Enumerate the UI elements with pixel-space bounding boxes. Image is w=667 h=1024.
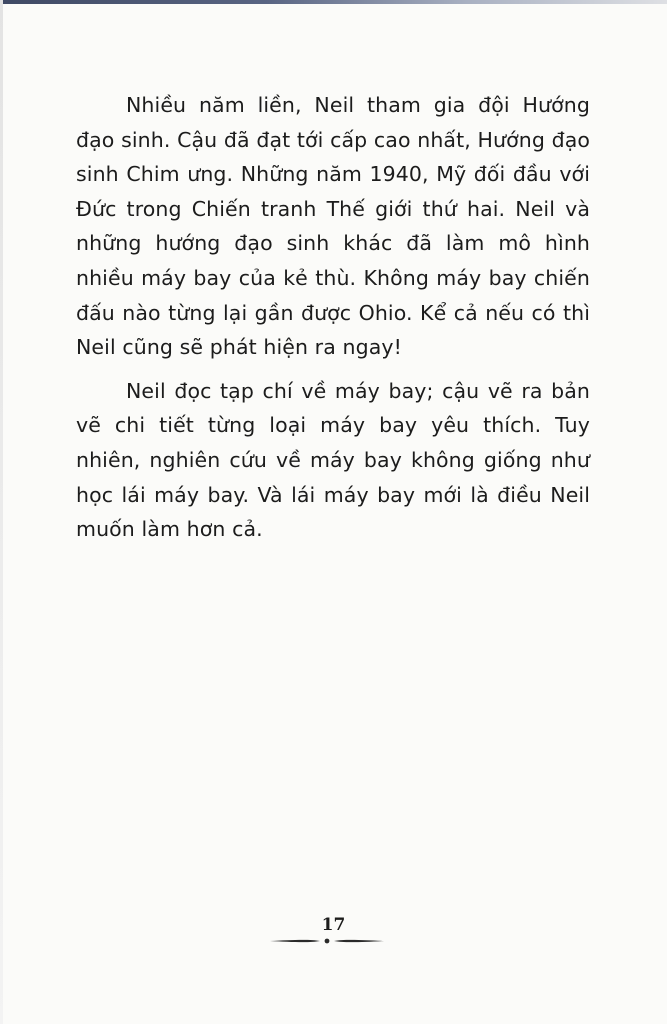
page-top-edge	[0, 0, 667, 4]
paragraph-1: Nhiều năm liền, Neil tham gia đội Hướng đạo sinh. Cậu đã đạt tới cấp cao nhất, Hướng đạo sinh Chim ưng. Những năm 1940, Mỹ đối đầu với Đức trong Chiến tranh Thế giới thứ hai. Neil và những hướng đạo sinh khác đã làm mô hình nhiều máy bay của kẻ thù. Không máy bay chiến đấu nào từng lại gần được Ohio. Kể cả nếu có thì Neil cũng sẽ phát hiện ra ngay!	[76, 93, 590, 360]
body-text	[76, 88, 590, 547]
page-binding-edge	[0, 0, 3, 1024]
paragraph-2: Neil đọc tạp chí về máy bay; cậu vẽ ra bản vẽ chi tiết từng loại máy bay yêu thích. Tuy nhiên, nghiên cứu về máy bay không giống như học lái máy bay. Và lái máy bay mới là điều Neil muốn làm hơn cả.	[76, 378, 590, 542]
page-number-ornament	[270, 935, 384, 947]
page-number: 17	[321, 915, 346, 935]
